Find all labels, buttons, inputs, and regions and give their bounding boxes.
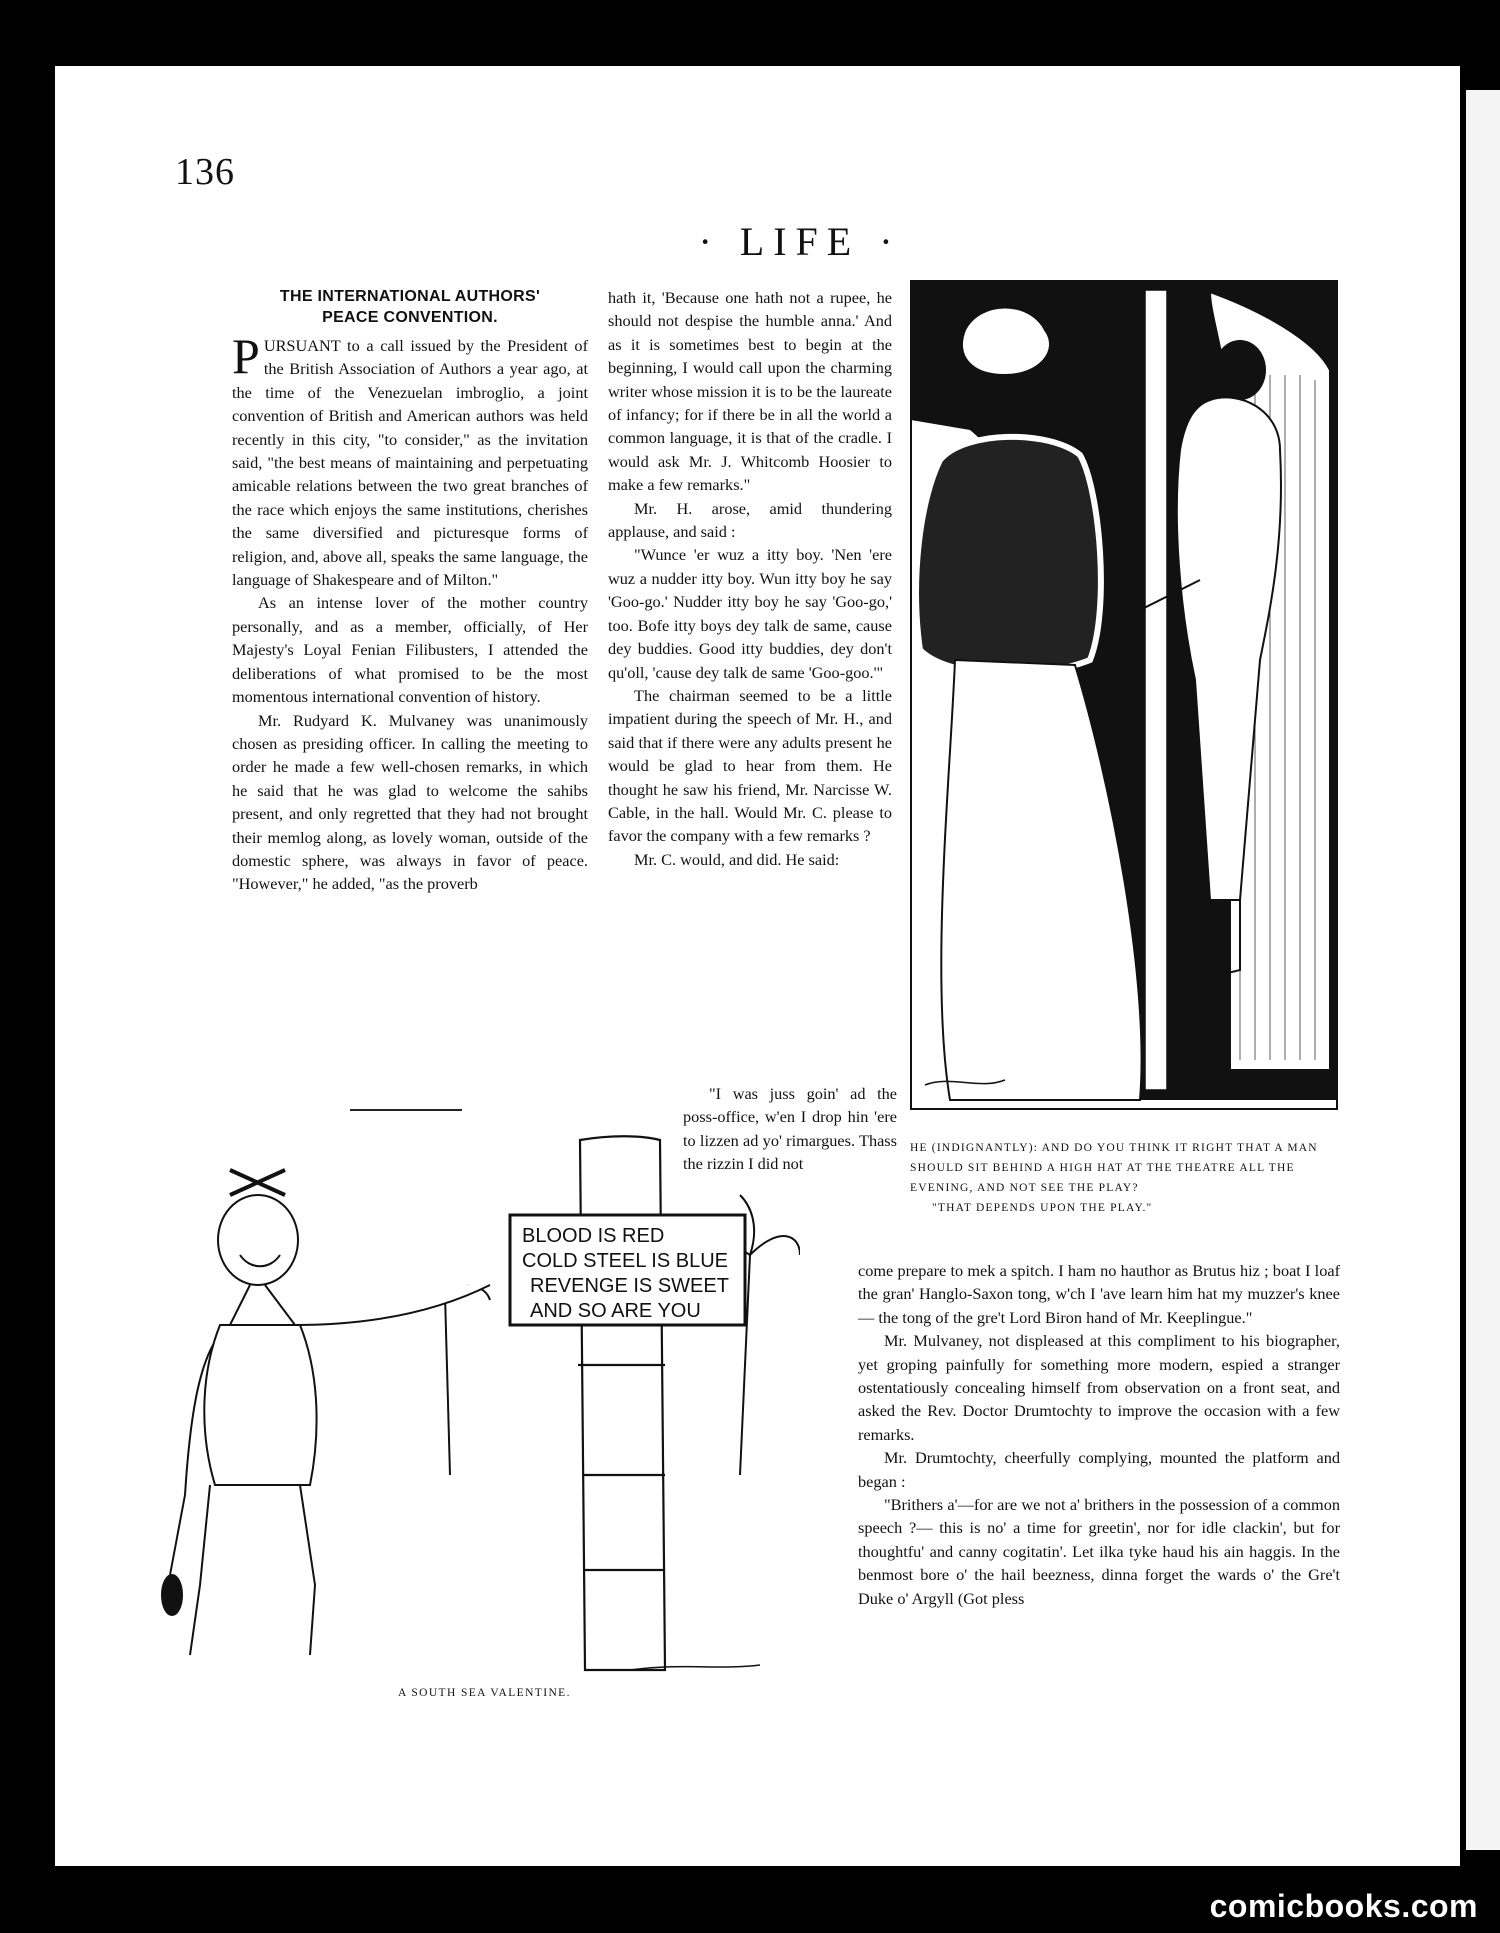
sign-line: BLOOD IS RED	[522, 1225, 665, 1247]
site-watermark: comicbooks.com	[1209, 1888, 1478, 1924]
paragraph: "Wunce 'er wuz a itty boy. 'Nen 'ere wuz a nudder itty boy. Wun itty boy he say 'Goo-go.' Nudder itty boy he say 'Goo-go,' too. Bofe itty boys dey talk de same, cause dey buddies. Good itty buddies, dey don't qu'oll, 'cause dey talk de same 'Goo-goo.'"	[608, 545, 892, 682]
islander-figure	[162, 1170, 490, 1655]
paragraph: Mr. H. arose, amid thundering applause, and said :	[608, 498, 892, 542]
article-title-line-1: THE INTERNATIONAL AUTHORS'	[279, 288, 541, 305]
sign-line: COLD STEEL IS BLUE	[522, 1250, 728, 1272]
quote-text: "I was juss goin' ad the poss-office, w'en I drop hin 'ere to lizzen ad yo' rimargues. Thass the rizzin I did not	[683, 1084, 897, 1174]
paragraph: Mr. Drumtochty, cheerfully complying, mounted the platform and began :	[858, 1448, 1340, 1491]
page-number: 136	[175, 151, 235, 193]
article-column-1	[232, 286, 588, 896]
caption-line: "THAT DEPENDS UPON THE PLAY."	[932, 1202, 1153, 1214]
paragraph: As an intense lover of the mother country personally, and as a member, officially, of Her Majesty's Loyal Fenian Filibusters, I attended the deliberations of what promised to be the most momentous international convention of history.	[232, 593, 588, 707]
paragraph: come prepare to mek a spitch. I ham no hauthor as Brutus hiz ; boat I loaf the gran' Hanglo-Saxon tong, w'ch I 'ave learn him hat my muzzer's knee — the tong of the gre't Lord Biron hand of Mr. Keeplingue."	[858, 1261, 1340, 1327]
cartoon-caption	[910, 1138, 1340, 1218]
article-title-line-2: PEACE CONVENTION.	[322, 309, 498, 326]
south-sea-valentine-cartoon	[160, 1115, 800, 1685]
sign-line: REVENGE IS SWEET	[530, 1275, 729, 1297]
facing-page-edge	[1466, 90, 1500, 1850]
article-title	[232, 286, 588, 328]
paragraph	[232, 328, 588, 591]
paragraph: "Brithers a'—for are we not a' brithers in the possession of a common speech ?— this is no' a time for greetin', nor for idle clackin', but for thoughtfu' and canny cogitatin'. Let ilka tyke haud his ain haggis. In the benmost bore o' the hail beezness, dinna forget the wards o' the Gre't Duke o' Argyll (Got pless	[858, 1495, 1340, 1608]
theatre-cartoon	[910, 280, 1338, 1110]
cartoon-caption: A SOUTH SEA VALENTINE.	[398, 1687, 571, 1699]
column-rule	[350, 1109, 462, 1111]
paragraph: Mr. Rudyard K. Mulvaney was unanimously chosen as presiding officer. In calling the meeting to order he made a few well-chosen remarks, in which he said that he was glad to welcome the sahibs present, and only regretted that they had not brought their memlog along, as lovely woman, outside of the domestic sphere, was always in favor of peace. "However," he added, "as the proverb	[232, 710, 588, 894]
column-pillar	[1145, 290, 1167, 1090]
paragraph: Mr. C. would, and did. He said:	[634, 849, 840, 869]
paragraph: Mr. Mulvaney, not displeased at this compliment to his biographer, yet groping painfully for something more modern, espied a stranger ostentatiously concealing himself from observation on a front seat, and asked the Rev. Doctor Drumtochty to improve the occasion with a few remarks.	[858, 1331, 1340, 1444]
paragraph: hath it, 'Because one hath not a rupee, he should not despise the humble anna.' And as it is sometimes best to begin at the beginning, I would call upon the charming writer whose mission it is to be the laureate of infancy; for if there be in all the world a common language, it is that of the cradle. I would ask Mr. J. Whitcomb Hoosier to make a few remarks."	[608, 288, 892, 495]
drop-cap: P	[232, 328, 260, 384]
paragraph: The chairman seemed to be a little impatient during the speech of Mr. H., and said that if there were any adults present he would be glad to hear from them. He thought he saw his friend, Mr. Narcisse W. Cable, in the hall. Would Mr. C. please to favor the company with a few remarks ?	[608, 685, 892, 846]
sign-line: AND SO ARE YOU	[530, 1300, 701, 1322]
article-column-3	[858, 1259, 1340, 1610]
article-column-2	[608, 286, 892, 871]
masthead: · LIFE ·	[698, 219, 902, 264]
paragraph-text: URSUANT to a call issued by the President of the British Association of Authors a year ago, at the time of the Venezuelan imbroglio, a joint convention of British and American authors was held recently in this city, "to consider," as the invitation said, "the best means of maintaining and perpetuating amicable relations between the two great branches of the race which enjoys the same institutions, cherishes the same diversified and picturesque forms of religion, and, above all, speaks the same language, the language of Shakespeare and of Milton."	[232, 336, 588, 590]
caption-line: HE (INDIGNANTLY): AND DO YOU THINK IT RIGHT THAT A MAN SHOULD SIT BEHIND A HIGH HAT AT THE THEATRE ALL THE EVENING, AND NOT SEE THE PLAY?	[910, 1142, 1318, 1194]
